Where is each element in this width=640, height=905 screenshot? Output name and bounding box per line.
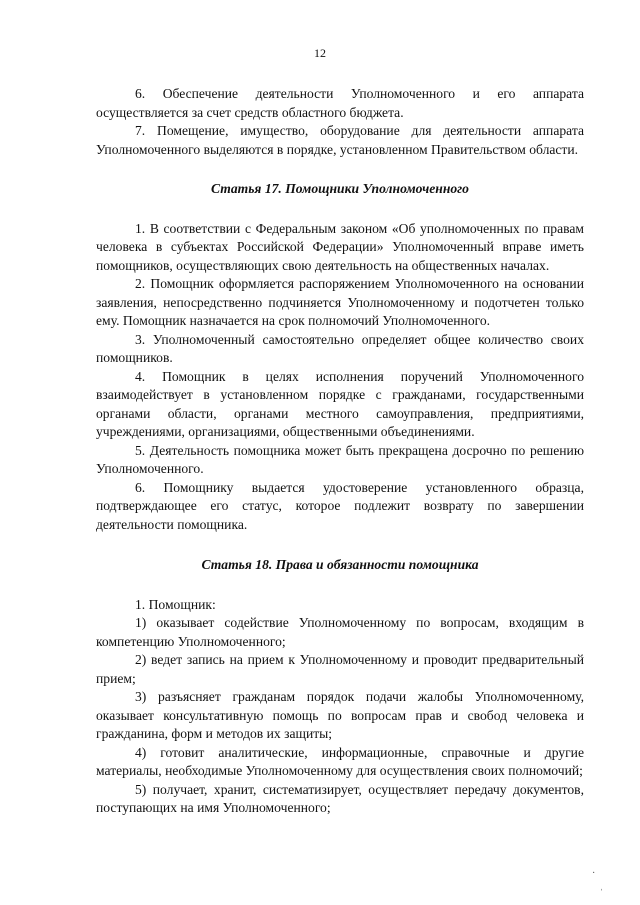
article18-item-4: 4) готовит аналитические, информационные, справочные и другие материалы, необходимые Уполномоченному для осуществления своих полномочий;: [96, 744, 584, 778]
article17-paragraph-5: 5. Деятельность помощника может быть прекращена досрочно по решению Уполномоченного.: [96, 442, 584, 476]
article17-paragraph-4: 4. Помощник в целях исполнения поручений Уполномоченного взаимодействует в установленном порядке с гражданами, государственными органами области, органами местного самоуправления, предприятиями, учреждениями, организациями, общественными объединениями.: [96, 368, 584, 439]
article17-paragraph-1: 1. В соответствии с Федеральным законом «Об уполномоченных по правам человека в субъектах Российской Федерации» Уполномоченный вправе иметь помощников, осуществляющих свою деятельность на общественных началах.: [96, 220, 584, 273]
article16-paragraph-6: 6. Обеспечение деятельности Уполномоченного и его аппарата осуществляется за счет средств областного бюджета.: [96, 86, 584, 120]
scan-speck: ˌ: [600, 880, 604, 891]
article18-item-1: 1) оказывает содействие Уполномоченному по вопросам, входящим в компетенцию Уполномоченного;: [96, 615, 584, 649]
page-number: 12: [314, 46, 326, 60]
article17-paragraph-6: 6. Помощнику выдается удостоверение установленного образца, подтверждающее его статус, которое подлежит возврату по завершении деятельности помощника.: [96, 479, 584, 532]
article17-heading: Статья 17. Помощники Уполномоченного: [211, 181, 469, 196]
article17-paragraph-2: 2. Помощник оформляется распоряжением Уполномоченного на основании заявления, непосредственно подчиняется Уполномоченному и подотчетен только ему. Помощник назначается на срок полномочий Уполномоченного.: [96, 276, 584, 328]
article18-item-2: 2) ведет запись на прием к Уполномоченному и проводит предварительный прием;: [96, 652, 584, 686]
scan-speck: ·: [592, 868, 596, 879]
document-body: [96, 85, 584, 818]
article18-heading: Статья 18. Права и обязанности помощника: [201, 557, 479, 572]
article18-paragraph-1: 1. Помощник:: [135, 596, 216, 612]
article17-paragraph-3: 3. Уполномоченный самостоятельно определяет общее количество своих помощников.: [96, 331, 584, 365]
article16-paragraph-7: 7. Помещение, имущество, оборудование для деятельности аппарата Уполномоченного выделяются в порядке, установленном Правительством области.: [96, 123, 584, 157]
article18-item-5: 5) получает, хранит, систематизирует, осуществляет передачу документов, поступающих на имя Уполномоченного;: [96, 781, 584, 815]
article18-item-3: 3) разъясняет гражданам порядок подачи жалобы Уполномоченному, оказывает консультативную помощь по вопросам прав и свобод человека и гражданина, форм и методов их защиты;: [96, 689, 584, 741]
